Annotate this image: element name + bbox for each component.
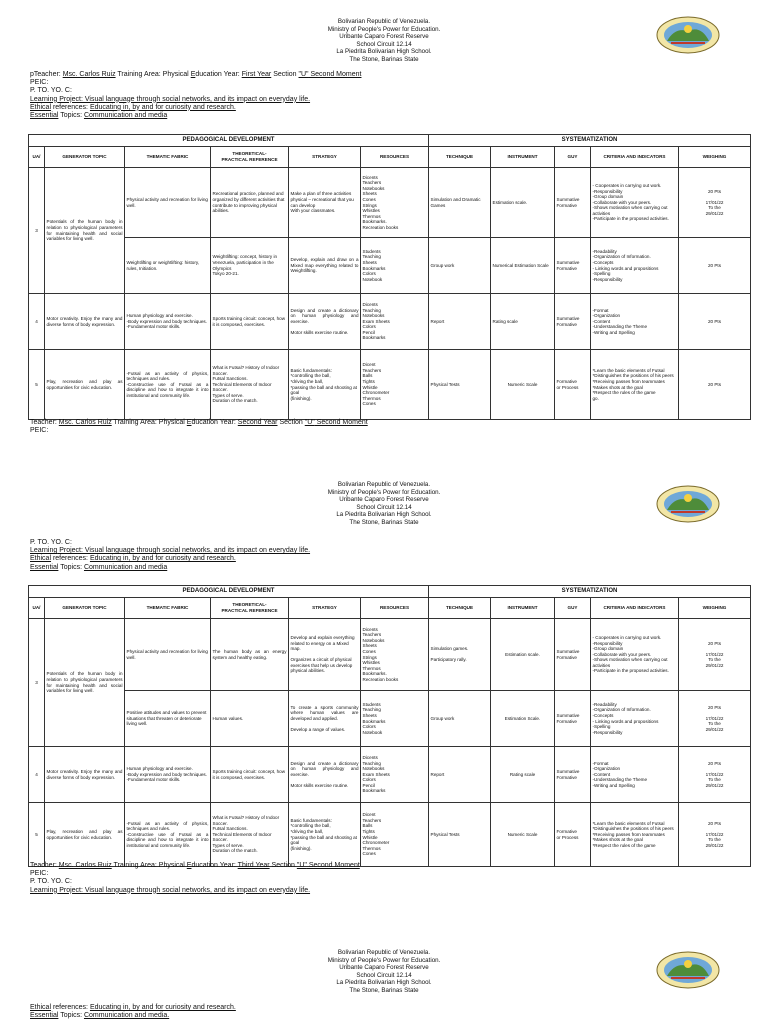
strategy-cell: Basic fundamentals: *controlling the ball, *driving the ball, *passing the ball and shooting at goal (finishing). xyxy=(289,350,361,420)
strategy-cell: Design and create a dictionary on human physiology and exercise. Motor skills exercise routine. xyxy=(289,747,361,803)
ua-cell: 3 xyxy=(29,168,45,294)
pedagogical-header: PEDAGOGICAL DEVELOPMENT xyxy=(29,586,429,598)
header-line: School Circuit 12.14 xyxy=(356,971,412,979)
plan-meta-1b xyxy=(30,419,750,435)
reference-cell: What is Futsal? History of Indoor Soccer. Futsal Sanctions. Technical Elements of Indoor Soccer. Types of serve. Duration of the match. xyxy=(211,350,289,420)
strategy-cell: To create a sports community where human values are developed and applied. Develop a range of values. xyxy=(289,691,361,747)
teacher-line: Teacher: Msc. Carlos Ruiz Training Area: Physical Education Year: Third Year Section "U" Second Moment xyxy=(30,862,360,869)
criteria-cell: -Readability -Organization of Information. -Concepts - Linking words and propositions -Spelling -Responsibility xyxy=(591,238,679,294)
instrument-cell: Numeric Scale xyxy=(491,803,555,867)
resources-cell: Dicents Teachers Notebooks Sheets Cones Strings Whistles Thermos Bookmarks. Recreation books xyxy=(361,619,429,691)
plan-meta-3 xyxy=(30,1004,750,1020)
header-line: Ministry of People's Power for Education. xyxy=(327,956,441,964)
resources-cell: Dicents Teaching Notebooks Exam Sheets Colors Pencil Bookmarks xyxy=(361,747,429,803)
instrument-cell: Rating scale xyxy=(491,747,555,803)
instrument-cell: Numeric Scale xyxy=(491,350,555,420)
ua-cell: 4 xyxy=(29,747,45,803)
type-cell: Summative Formative xyxy=(555,691,591,747)
criteria-cell: - Cooperates in carrying out work. -Responsibility -Group domain -Collaborate with your peers. -Shows motivation when carrying out activities -Participate in the proposed activities. xyxy=(591,619,679,691)
teacher-line: pTeacher: Msc. Carlos Ruiz Training Area: Physical Education Year: First Year Section "U" Second Moment xyxy=(30,71,362,78)
peic-line: PEIC: xyxy=(30,427,49,435)
systematization-header: SYSTEMATIZATION xyxy=(429,135,751,147)
criteria-cell: - Cooperates in carrying out work. -Responsibility -Group domain -Collaborate with your peers. -Shows motivation when carrying out activities -Participate in the proposed activities. xyxy=(591,168,679,238)
strategy-cell: Basic fundamentals: *controlling the ball, *driving the ball, *passing the ball and shooting at goal (finishing). xyxy=(289,803,361,867)
type-cell: Formative or Process xyxy=(555,350,591,420)
table-row xyxy=(29,238,751,294)
weighing-cell: 20 Pts 17/01/22 To the 29/01/22 xyxy=(679,168,751,238)
ua-cell: 4 xyxy=(29,294,45,350)
col-header: THEORETICAL- PRACTICAL REFERENCE xyxy=(211,147,289,168)
school-header-3 xyxy=(0,949,768,995)
col-header: TECHNIQUE xyxy=(429,147,491,168)
instrument-cell: Estimation scale. xyxy=(491,168,555,238)
thematic-fabric-cell: Physical activity and recreation for living well. xyxy=(125,168,211,238)
criteria-cell: -Format -Organization -Content -Understanding the Theme -Writing and Spelling xyxy=(591,747,679,803)
header-line: The Stone, Barinas State xyxy=(349,518,419,526)
planning-table-1 xyxy=(28,134,751,420)
plan-meta-1 xyxy=(30,71,750,120)
school-logo-icon xyxy=(655,15,721,55)
type-cell: Summative Formative xyxy=(555,619,591,691)
school-logo-icon xyxy=(655,950,721,990)
generator-topic-cell: Potentials of the human body in relation to physiological parameters for maintaining health and social variables for living well. xyxy=(45,168,125,294)
header-line: School Circuit 12.14 xyxy=(356,503,412,511)
resources-cell: Dicent Teachers Balls Tights Whistle Chronometer Thermos Cones xyxy=(361,803,429,867)
reference-cell: Recreational practice, planned and organized by different activities that contribute to improving physical abilities. xyxy=(211,168,289,238)
ua-cell: 5 xyxy=(29,803,45,867)
col-header: INSTRUMENT xyxy=(491,147,555,168)
ptoyoc-line: P. TO. YO. C: xyxy=(30,87,72,95)
peic-line: PEIC: xyxy=(30,79,49,87)
criteria-cell: -Format -Organization -Content -Understanding the Theme -Writing and Spelling xyxy=(591,294,679,350)
col-header: STRATEGY xyxy=(289,147,361,168)
learning-line: Learning Project: Visual language through social networks, and its impact on everyday life. xyxy=(30,95,311,103)
thematic-fabric-cell: Human physiology and exercise. -Body expression and body techniques. -Fundamental motor skills. xyxy=(125,294,211,350)
header-line: Bolivarian Republic of Venezuela. xyxy=(337,481,431,488)
col-header: RESOURCES xyxy=(361,598,429,619)
technique-cell: Physical Tests xyxy=(429,803,491,867)
col-header: GENERATOR TOPIC xyxy=(45,147,125,168)
school-header-1 xyxy=(0,18,768,64)
col-header: GUY xyxy=(555,147,591,168)
table-row xyxy=(29,803,751,867)
header-line: Uribante Caparo Forest Reserve xyxy=(339,964,429,972)
instrument-cell: Numerical Estimation Scale xyxy=(491,238,555,294)
technique-cell: Report xyxy=(429,294,491,350)
generator-topic-cell: Play, recreation and play as opportunities for civic education. xyxy=(45,350,125,420)
criteria-cell: *Learn the basic elements of Futsal *Distinguishes the positions of his peers *Receiving passes from teammates *Makes shots at the goal *Respect the rules of the game xyxy=(591,803,679,867)
ptoyoc-line: P. TO. YO. C: xyxy=(30,878,72,886)
type-cell: Formative or Process xyxy=(555,803,591,867)
essential-line: Essential Topics: Communication and media. xyxy=(30,1012,170,1020)
criteria-cell: -Readability -Organization of Information. -Concepts - Linking words and propositions -Spelling -Responsibility xyxy=(591,691,679,747)
table-row xyxy=(29,747,751,803)
col-header: INSTRUMENT xyxy=(491,598,555,619)
ethical-line: Ethical references: Educating in, by and for curiosity and research. xyxy=(30,555,236,563)
technique-cell: Report xyxy=(429,747,491,803)
thematic-fabric-cell: -Futsal as an activity of physics, techniques and rules. -Constructive use of Futsal as a discipline and how to integrate it into institutional and community life. xyxy=(125,803,211,867)
header-line: Ministry of People's Power for Education. xyxy=(327,488,441,496)
header-line: School Circuit 12.14 xyxy=(356,40,412,48)
strategy-cell: Make a plan of three activities physical – recreational that you can develop With your classmates. xyxy=(289,168,361,238)
type-cell: Summative Formative xyxy=(555,294,591,350)
weighing-cell: 20 Pts 17/01/22 To the 29/01/22 xyxy=(679,747,751,803)
essential-line: Essential Topics: Communication and media xyxy=(30,112,168,120)
weighing-cell: 20 Pts 17/01/22 To the 29/01/22 xyxy=(679,803,751,867)
technique-cell: Simulation and Dramatic Games xyxy=(429,168,491,238)
reference-cell: What is Futsal? History of Indoor Soccer. Futsal Sanctions. Technical Elements of Indoor Soccer. Types of serve. Duration of the match. xyxy=(211,803,289,867)
criteria-cell: *Learn the basic elements of Futsal *Distinguishes the positions of his peers *Receiving passes from teammates *Makes shots at the goal *Respect the rules of the game go. xyxy=(591,350,679,420)
col-header: WEIGHING xyxy=(679,598,751,619)
col-header: UA/ xyxy=(29,147,45,168)
resources-cell: Dicent Teachers Balls Tights Whistle Chronometer Thermos Cones xyxy=(361,350,429,420)
strategy-cell: Develop, explain and draw on a Mixed map everything related to Weightlifting. xyxy=(289,238,361,294)
plan-meta-2b xyxy=(30,862,750,895)
header-line: The Stone, Barinas State xyxy=(349,55,419,63)
ptoyoc-line: P. TO. YO. C: xyxy=(30,539,72,546)
technique-cell: Group work xyxy=(429,238,491,294)
weighing-cell: 20 Pts xyxy=(679,294,751,350)
instrument-cell: Rating scale xyxy=(491,294,555,350)
table-row xyxy=(29,619,751,691)
thematic-fabric-cell: Physical activity and recreation for living well. xyxy=(125,619,211,691)
header-line: Bolivarian Republic of Venezuela. xyxy=(337,949,431,956)
header-line: The Stone, Barinas State xyxy=(349,986,419,994)
header-line: La Piedrita Bolivarian High School. xyxy=(336,48,432,56)
teacher-line: Teacher: Msc. Carlos Ruiz Training Area: Physical Education Year: Second Year Section "U" Second Moment xyxy=(30,419,368,426)
type-cell: Summative Formative xyxy=(555,168,591,238)
weighing-cell: 20 Pts 17/01/22 To the 29/01/22 xyxy=(679,619,751,691)
resources-cell: Students Teaching Sheets Bookmarks Colors Notebook xyxy=(361,691,429,747)
header-line: Ministry of People's Power for Education. xyxy=(327,25,441,33)
instrument-cell: Estimation scale. xyxy=(491,619,555,691)
generator-topic-cell: Potentials of the human body in relation to physiological parameters for maintaining health and social variables for living well. xyxy=(45,619,125,747)
technique-cell: Group work xyxy=(429,691,491,747)
resources-cell: Dicents Teaching Notebooks Exam Sheets Colors Pencil Bookmarks xyxy=(361,294,429,350)
col-header: GUY xyxy=(555,598,591,619)
technique-cell: Physical Tests xyxy=(429,350,491,420)
resources-cell: Students Teaching Sheets Bookmarks Colors Notebook xyxy=(361,238,429,294)
header-line: Uribante Caparo Forest Reserve xyxy=(339,33,429,41)
learning-line: Learning Project: Visual language through social networks, and its impact on everyday life. xyxy=(30,547,311,555)
col-header: THEMATIC FABRIC xyxy=(125,598,211,619)
col-header: THEMATIC FABRIC xyxy=(125,147,211,168)
essential-line: Essential Topics: Communication and media xyxy=(30,563,168,571)
thematic-fabric-cell: Weightlifting or weightlifting: history, rules, Initiation. xyxy=(125,238,211,294)
reference-cell: Sports training circuit: concept, how it is composed, exercises. xyxy=(211,747,289,803)
ua-cell: 5 xyxy=(29,350,45,420)
table-row xyxy=(29,691,751,747)
thematic-fabric-cell: Positive attitudes and values to prevent situations that threaten or deteriorate living well. xyxy=(125,691,211,747)
ua-cell: 3 xyxy=(29,619,45,747)
generator-topic-cell: Play, recreation and play as opportunities for civic education. xyxy=(45,803,125,867)
ethical-line: Ethical references: Educating in, by and for curiosity and research. xyxy=(30,103,236,111)
plan-meta-2 xyxy=(30,539,750,572)
col-header: CRITERIA AND INDICATORS xyxy=(591,598,679,619)
peic-line: PEIC: xyxy=(30,870,49,878)
thematic-fabric-cell: -Futsal as an activity of physics, techniques and rules. -Constructive use of Futsal as a discipline and how to integrate it into institutional and community life. xyxy=(125,350,211,420)
col-header: STRATEGY xyxy=(289,598,361,619)
reference-cell: Weightlifting: concept, history in Venezuela, participation in the Olympics Tokyo 20-21. xyxy=(211,238,289,294)
learning-line: Learning Project: Visual language through social networks, and its impact on everyday life. xyxy=(30,886,311,894)
resources-cell: Dicents Teachers Notebooks Sheets Cones Strings Whistles Thermos Bookmarks. Recreation books xyxy=(361,168,429,238)
weighing-cell: 20 Pts xyxy=(679,350,751,420)
instrument-cell: Estimation Scale. xyxy=(491,691,555,747)
school-logo-icon xyxy=(655,484,721,524)
table-row xyxy=(29,294,751,350)
thematic-fabric-cell: Human physiology and exercise. -Body expression and body techniques. -Fundamental motor skills. xyxy=(125,747,211,803)
header-line: Uribante Caparo Forest Reserve xyxy=(339,496,429,504)
header-line: Bolivarian Republic of Venezuela. xyxy=(337,18,431,25)
weighing-cell: 20 Pts xyxy=(679,238,751,294)
col-header: THEORETICAL- PRACTICAL REFERENCE xyxy=(211,598,289,619)
col-header: CRITERIA AND INDICATORS xyxy=(591,147,679,168)
col-header: UA/ xyxy=(29,598,45,619)
reference-cell: Human values. xyxy=(211,691,289,747)
table-row xyxy=(29,350,751,420)
strategy-cell: Design and create a dictionary on human physiology and exercise. Motor skills exercise routine. xyxy=(289,294,361,350)
generator-topic-cell: Motor creativity. Enjoy the many and diverse forms of body expression. xyxy=(45,747,125,803)
header-line: La Piedrita Bolivarian High School. xyxy=(336,511,432,519)
weighing-cell: 20 Pts 17/01/22 To the 29/01/22 xyxy=(679,691,751,747)
type-cell: Summative Formative xyxy=(555,747,591,803)
reference-cell: The human body as an energy system and healthy eating. xyxy=(211,619,289,691)
technique-cell: Simulation games. Participatory rally. xyxy=(429,619,491,691)
systematization-header: SYSTEMATIZATION xyxy=(429,586,751,598)
school-header-2 xyxy=(0,481,768,527)
col-header: WEIGHING xyxy=(679,147,751,168)
col-header: TECHNIQUE xyxy=(429,598,491,619)
col-header: GENERATOR TOPIC xyxy=(45,598,125,619)
table-row xyxy=(29,168,751,238)
generator-topic-cell: Motor creativity. Enjoy the many and diverse forms of body expression. xyxy=(45,294,125,350)
col-header: RESOURCES xyxy=(361,147,429,168)
reference-cell: Sports training circuit: concept, how it is composed, exercises. xyxy=(211,294,289,350)
pedagogical-header: PEDAGOGICAL DEVELOPMENT xyxy=(29,135,429,147)
ethical-line: Ethical references: Educating in, by and for curiosity and research. xyxy=(30,1004,236,1011)
header-line: La Piedrita Bolivarian High School. xyxy=(336,979,432,987)
strategy-cell: Develop and explain everything related to energy on a Mixed map. Organizes a circuit of physical exercises that help us develop physical abilities. xyxy=(289,619,361,691)
planning-table-2 xyxy=(28,585,751,867)
type-cell: Summative Formative xyxy=(555,238,591,294)
